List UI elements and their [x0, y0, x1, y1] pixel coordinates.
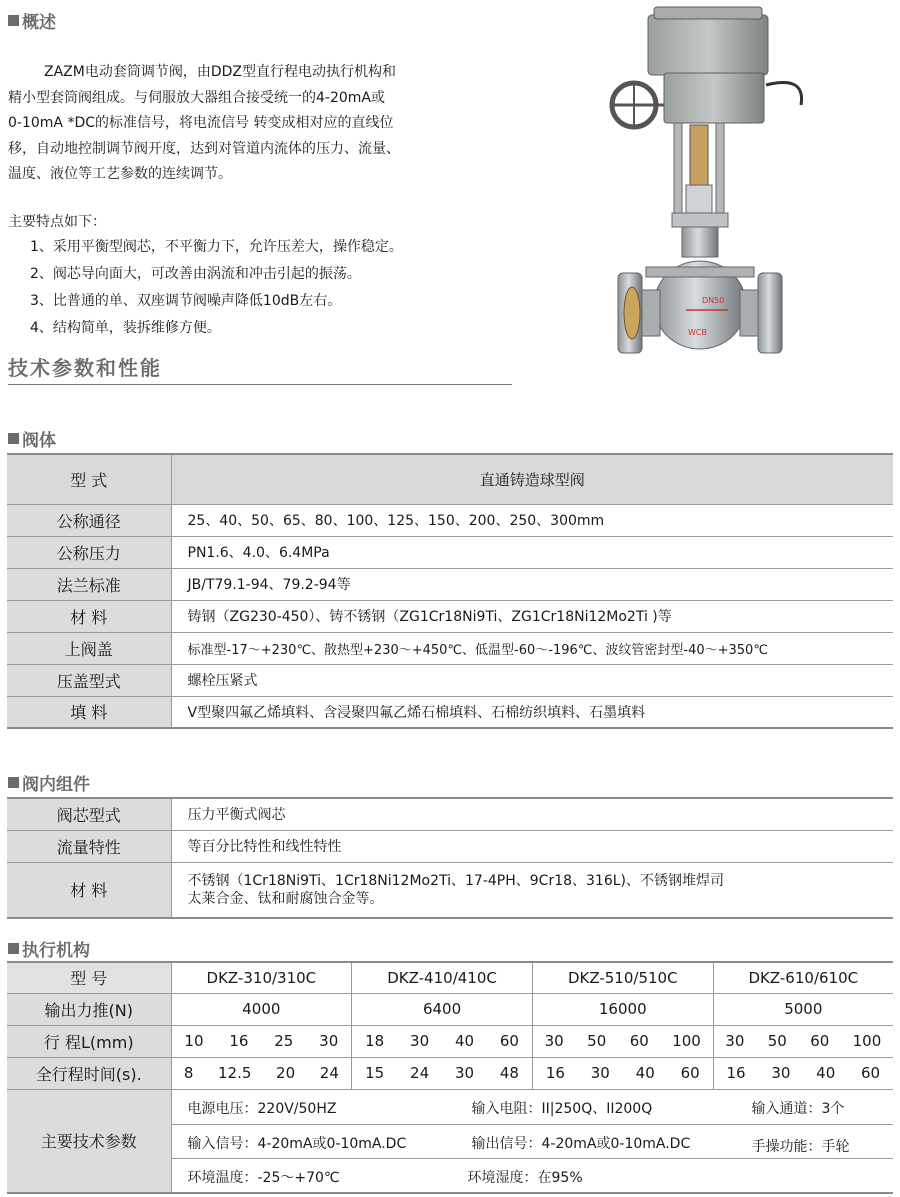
features-title: 主要特点如下： — [8, 214, 106, 230]
row-label: 型 式 — [7, 454, 171, 504]
overview-line: 0-10mA *DC的标准信号，将电流信号 转变成相对应的直线位 — [8, 115, 394, 131]
spec-divider — [172, 1124, 894, 1125]
table-row — [7, 1089, 893, 1193]
spec-power: 电源电压：220V/50HZ — [187, 1100, 337, 1117]
row-value: 等百分比特性和线性特性 — [171, 830, 893, 862]
table-row — [7, 1025, 893, 1057]
row-label: 主要技术参数 — [7, 1089, 171, 1193]
row-value: 压力平衡式阀芯 — [171, 798, 893, 830]
row-value: PN1.6、4.0、6.4MPa — [171, 536, 893, 568]
material-line: 不锈钢（1Cr18Ni9Ti、1Cr18Ni12Mo2Ti、17-4PH、9Cr18、316L)、不锈钢堆焊司 — [187, 872, 725, 889]
spec-ambient-temp: 环境温度：-25～+70℃ — [187, 1169, 340, 1186]
row-label: 材 料 — [7, 600, 171, 632]
model-cell: DKZ-310/310C — [171, 962, 352, 993]
square-bullet-icon — [8, 15, 19, 26]
electric-valve-image — [606, 5, 816, 367]
row-label: 行 程L(mm) — [7, 1025, 171, 1057]
force-cell: 5000 — [713, 993, 893, 1025]
row-value — [171, 862, 893, 918]
tech-section-rule — [8, 384, 512, 385]
table-row — [7, 1057, 893, 1089]
actuator-title: 执行机构 — [22, 941, 90, 961]
table-row — [7, 664, 893, 696]
row-value: 螺栓压紧式 — [171, 664, 893, 696]
spec-output-signal: 输出信号：4-20mA或0-10mA.DC — [471, 1135, 691, 1152]
model-cell: DKZ-410/410C — [352, 962, 533, 993]
square-bullet-icon — [8, 943, 19, 954]
table-row — [7, 830, 893, 862]
specs-cell — [171, 1089, 893, 1193]
feature-item: 2、阀芯导向面大，可改善由涡流和冲击引起的振荡。 — [30, 266, 361, 282]
valve-body-title: 阀体 — [22, 431, 56, 451]
table-row — [7, 454, 893, 504]
row-value: 铸钢（ZG230-450）、铸不锈钢（ZG1Cr18Ni9Ti、ZG1Cr18Ni12Mo2Ti )等 — [171, 600, 893, 632]
model-cell: DKZ-510/510C — [532, 962, 713, 993]
overview-line: ZAZM电动套筒调节阀，由DDZ型直行程电动执行机构和 — [44, 64, 396, 80]
row-label: 压盖型式 — [7, 664, 171, 696]
row-label: 型 号 — [7, 962, 171, 993]
row-label: 材 料 — [7, 862, 171, 918]
row-label: 法兰标准 — [7, 568, 171, 600]
svg-text:DN50: DN50 — [702, 296, 725, 305]
feature-item: 4、结构简单，装拆维修方便。 — [30, 320, 221, 336]
square-bullet-icon — [8, 777, 19, 788]
table-row — [7, 993, 893, 1025]
square-bullet-icon — [8, 433, 19, 444]
tech-section-title: 技术参数和性能 — [8, 356, 162, 380]
stroke-cell: 18 30 40 60 — [352, 1025, 533, 1057]
row-value: 标准型-17～+230℃、散热型+230～+450℃、低温型-60～-196℃、波纹管密封型-40～+350℃ — [171, 632, 893, 664]
row-value: 直通铸造球型阀 — [171, 454, 893, 504]
row-value: V型聚四氟乙烯填料、含浸聚四氟乙烯石棉填料、石棉纺织填料、石墨填料 — [171, 696, 893, 728]
overview-heading — [8, 8, 56, 33]
trim-heading — [8, 770, 90, 795]
force-cell: 16000 — [532, 993, 713, 1025]
stroke-cell: 10 16 25 30 — [171, 1025, 352, 1057]
feature-item: 3、比普通的单、双座调节阀噪声降低10dB左右。 — [30, 293, 342, 309]
overview-line: 移，自动地控制调节阀开度，达到对管道内流体的压力、流量、 — [8, 140, 400, 157]
table-row — [7, 504, 893, 536]
force-cell: 6400 — [352, 993, 533, 1025]
model-cell: DKZ-610/610C — [713, 962, 893, 993]
overview-line: 精小型套筒阀组成。与伺服放大器组合接受统一的4-20mA或 — [8, 89, 385, 106]
row-value: 25、40、50、65、80、100、125、150、200、250、300mm — [171, 504, 893, 536]
table-row — [7, 798, 893, 830]
spec-divider — [172, 1158, 894, 1159]
spec-manual: 手操功能：手轮 — [751, 1138, 850, 1155]
table-row — [7, 632, 893, 664]
row-value: JB/T79.1-94、79.2-94等 — [171, 568, 893, 600]
overview-title: 概述 — [22, 13, 56, 33]
stroke-cell: 30 50 60 100 — [713, 1025, 893, 1057]
svg-text:WCB: WCB — [688, 328, 707, 337]
row-label: 上阀盖 — [7, 632, 171, 664]
table-row — [7, 536, 893, 568]
row-label: 阀芯型式 — [7, 798, 171, 830]
table-row — [7, 600, 893, 632]
time-cell: 16 30 40 60 — [532, 1057, 713, 1089]
material-line: 太莱合金、钛和耐腐蚀合金等。 — [187, 890, 384, 907]
spec-input-channel: 输入通道：3个 — [751, 1100, 845, 1117]
spec-ambient-humidity: 环境湿度：在95% — [467, 1169, 583, 1186]
overview-paragraph — [8, 60, 478, 188]
table-row — [7, 568, 893, 600]
actuator-table — [7, 961, 893, 1194]
feature-item: 1、采用平衡型阀芯，不平衡力下，允许压差大，操作稳定。 — [30, 239, 403, 255]
row-label: 全行程时间(s). — [7, 1057, 171, 1089]
force-cell: 4000 — [171, 993, 352, 1025]
valve-body-heading — [8, 426, 56, 451]
overview-line: 温度、液位等工艺参数的连续调节。 — [8, 166, 232, 182]
row-label: 输出力推(N) — [7, 993, 171, 1025]
time-cell: 8 12.5 20 24 — [171, 1057, 352, 1089]
trim-table — [7, 797, 893, 919]
row-label: 流量特性 — [7, 830, 171, 862]
trim-title: 阀内组件 — [22, 775, 90, 795]
time-cell: 15 24 30 48 — [352, 1057, 533, 1089]
valve-body-table — [7, 453, 893, 729]
spec-input-signal: 输入信号：4-20mA或0-10mA.DC — [187, 1135, 407, 1152]
table-row — [7, 862, 893, 918]
table-row — [7, 962, 893, 993]
row-label: 公称通径 — [7, 504, 171, 536]
actuator-heading — [8, 936, 90, 961]
time-cell: 16 30 40 60 — [713, 1057, 893, 1089]
row-label: 填 料 — [7, 696, 171, 728]
stroke-cell: 30 50 60 100 — [532, 1025, 713, 1057]
table-row — [7, 696, 893, 728]
spec-input-resistance: 输入电阻：II|250Q、II200Q — [471, 1100, 653, 1117]
row-label: 公称压力 — [7, 536, 171, 568]
features-list — [30, 234, 403, 342]
